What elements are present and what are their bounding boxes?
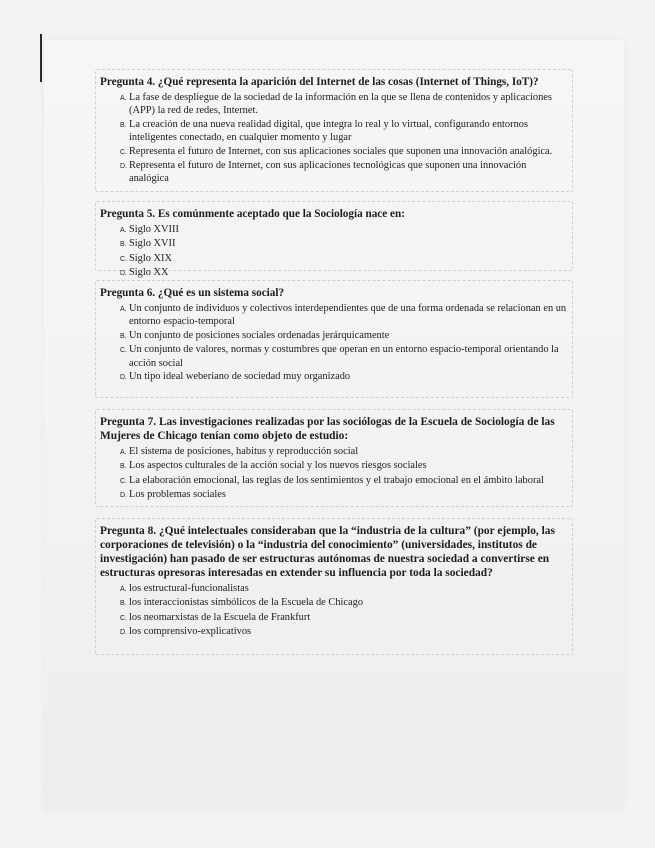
option-text: Siglo XX — [129, 267, 169, 279]
option-text: Siglo XVII — [129, 238, 176, 250]
question-4-option-c[interactable] — [120, 145, 568, 159]
question-7-option-b[interactable] — [120, 459, 568, 473]
option-letter: D. — [120, 492, 127, 500]
option-text: Los problemas sociales — [129, 489, 226, 501]
option-letter: D. — [120, 374, 127, 382]
option-text: los comprensivo-explicativos — [129, 626, 252, 638]
page-edge-line — [40, 34, 42, 82]
question-7-title: Pregunta 7. Las investigaciones realizadas por las sociólogas de la Escuela de Sociología de las Mujeres de Chicago tenían como objeto de estudio: — [100, 416, 555, 442]
option-text: Un tipo ideal weberiano de sociedad muy organizado — [129, 371, 351, 383]
option-letter: B. — [120, 241, 127, 249]
question-4-option-a[interactable] — [120, 91, 568, 118]
question-8-option-d[interactable] — [120, 625, 568, 639]
option-text: Un conjunto de individuos y colectivos interdependientes que de una forma ordenada se relacionan en un entorno espacio-temporal — [129, 303, 567, 328]
question-7 — [95, 409, 573, 507]
option-letter: A. — [120, 227, 127, 234]
option-letter: B. — [120, 463, 127, 471]
question-5-title: Pregunta 5. Es comúnmente aceptado que la Sociología nace en: — [100, 208, 405, 220]
option-letter: D. — [120, 163, 127, 171]
question-5-option-b[interactable] — [120, 237, 568, 251]
option-letter: C. — [120, 148, 127, 156]
option-letter: C. — [120, 347, 127, 355]
option-text: Representa el futuro de Internet, con sus aplicaciones tecnológicas que suponen una innovación analógica — [129, 160, 527, 185]
question-8 — [95, 518, 573, 655]
option-text: El sistema de posiciones, habitus y reproducción social — [129, 446, 359, 457]
question-6-option-d[interactable] — [120, 370, 568, 384]
question-6 — [95, 280, 573, 398]
option-text: Siglo XVIII — [129, 224, 179, 235]
question-4 — [95, 69, 573, 192]
question-6-option-c[interactable] — [120, 343, 568, 370]
question-7-option-d[interactable] — [120, 488, 568, 502]
question-4-title: Pregunta 4. ¿Qué representa la aparición del Internet de las cosas (Internet of Things, IoT)? — [100, 76, 539, 88]
option-letter: C. — [120, 255, 127, 263]
option-letter: D. — [120, 270, 127, 278]
option-text: Los aspectos culturales de la acción social y los nuevos riesgos sociales — [129, 460, 427, 472]
question-5 — [95, 201, 573, 279]
option-letter: C. — [120, 614, 127, 622]
option-letter: B. — [120, 600, 127, 608]
question-8-option-a[interactable] — [120, 582, 568, 596]
option-text: Un conjunto de valores, normas y costumbres que operan en un entorno espacio-temporal orientando la acción social — [129, 344, 559, 369]
option-text: los neomarxistas de la Escuela de Frankfurt — [129, 611, 311, 623]
option-text: los interaccionistas simbólicos de la Escuela de Chicago — [129, 597, 364, 609]
question-5-option-c[interactable] — [120, 252, 568, 266]
question-8-option-b[interactable] — [120, 596, 568, 610]
question-6-option-a[interactable] — [120, 302, 568, 329]
option-letter: B. — [120, 121, 127, 129]
question-4-option-d[interactable] — [120, 159, 568, 186]
option-text: Un conjunto de posiciones sociales ordenadas jerárquicamente — [129, 329, 390, 341]
question-8-title: Pregunta 8. ¿Qué intelectuales consideraban que la “industria de la cultura” (por ejemplo, las corporaciones de televisión) o la “industria del conocimiento” (universidades, institutos de investigación) han pasado de ser estructuras autónomas de nuestra sociedad a convertirse en estructuras opresoras interesadas en extender su influencia por toda la sociedad? — [100, 525, 555, 579]
option-letter: A. — [120, 586, 127, 593]
option-letter: A. — [120, 449, 127, 456]
option-text: Siglo XIX — [129, 252, 173, 264]
option-letter: B. — [120, 332, 127, 340]
question-7-option-c[interactable] — [120, 474, 568, 488]
option-letter: C. — [120, 477, 127, 485]
question-8-option-c[interactable] — [120, 611, 568, 625]
option-text: La elaboración emocional, las reglas de los sentimientos y el trabajo emocional en el ámbito laboral — [129, 474, 544, 486]
question-4-option-b[interactable] — [120, 118, 568, 145]
option-text: Representa el futuro de Internet, con sus aplicaciones sociales que suponen una innovación analógica. — [129, 145, 553, 157]
option-letter: D. — [120, 629, 127, 637]
option-text: La fase de despliegue de la sociedad de la información en la que se llena de contenidos y aplicaciones (APP) la red de redes, Internet. — [129, 92, 552, 117]
option-text: La creación de una nueva realidad digital, que integra lo real y lo virtual, configurando entornos inteligentes conectado, en cualquier momento y lugar — [129, 118, 529, 144]
question-6-title: Pregunta 6. ¿Qué es un sistema social? — [100, 287, 285, 299]
question-5-option-d[interactable] — [120, 266, 568, 280]
question-7-option-a[interactable] — [120, 445, 568, 459]
option-text: los estructural-funcionalistas — [129, 583, 249, 594]
option-letter: A. — [120, 306, 127, 313]
option-letter: A. — [120, 95, 127, 102]
question-6-option-b[interactable] — [120, 329, 568, 343]
question-5-option-a[interactable] — [120, 223, 568, 237]
